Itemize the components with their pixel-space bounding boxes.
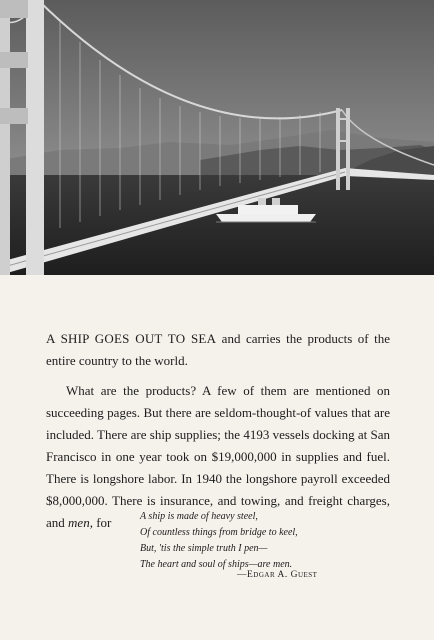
bridge-photo xyxy=(0,0,434,275)
body-text xyxy=(46,328,390,534)
lead-paragraph xyxy=(46,328,390,372)
poem-line-2: Of countless things from bridge to keel, xyxy=(140,527,298,538)
products-text: What are the products? A few of them are mentioned on succeeding pages. But there are seldom-thought-of values that are included. There are ship supplies; the 4193 vessels docking at San Francisco in one year took on $19,000,000 in supplies and fuel. There is longshore labor. In 1940 the longshore payroll exceeded $8,000,000. There is insurance, and towing, and freight charges, and xyxy=(46,383,390,530)
men-emphasis: men, xyxy=(68,515,93,530)
poem-line-4: The heart and soul of ships—are men. xyxy=(140,559,293,570)
lead-caps: A SHIP GOES OUT TO SEA xyxy=(46,331,217,346)
products-end: for xyxy=(92,515,112,530)
poem xyxy=(140,509,380,573)
poem-line-1: A ship is made of heavy steel, xyxy=(140,511,258,522)
lead-rest: and carries the products of the entire country to the world. xyxy=(46,331,390,368)
poem-line-3: But, 'tis the simple truth I pen— xyxy=(140,543,268,554)
poem-attribution: —Edgar A. Guest xyxy=(237,570,318,580)
